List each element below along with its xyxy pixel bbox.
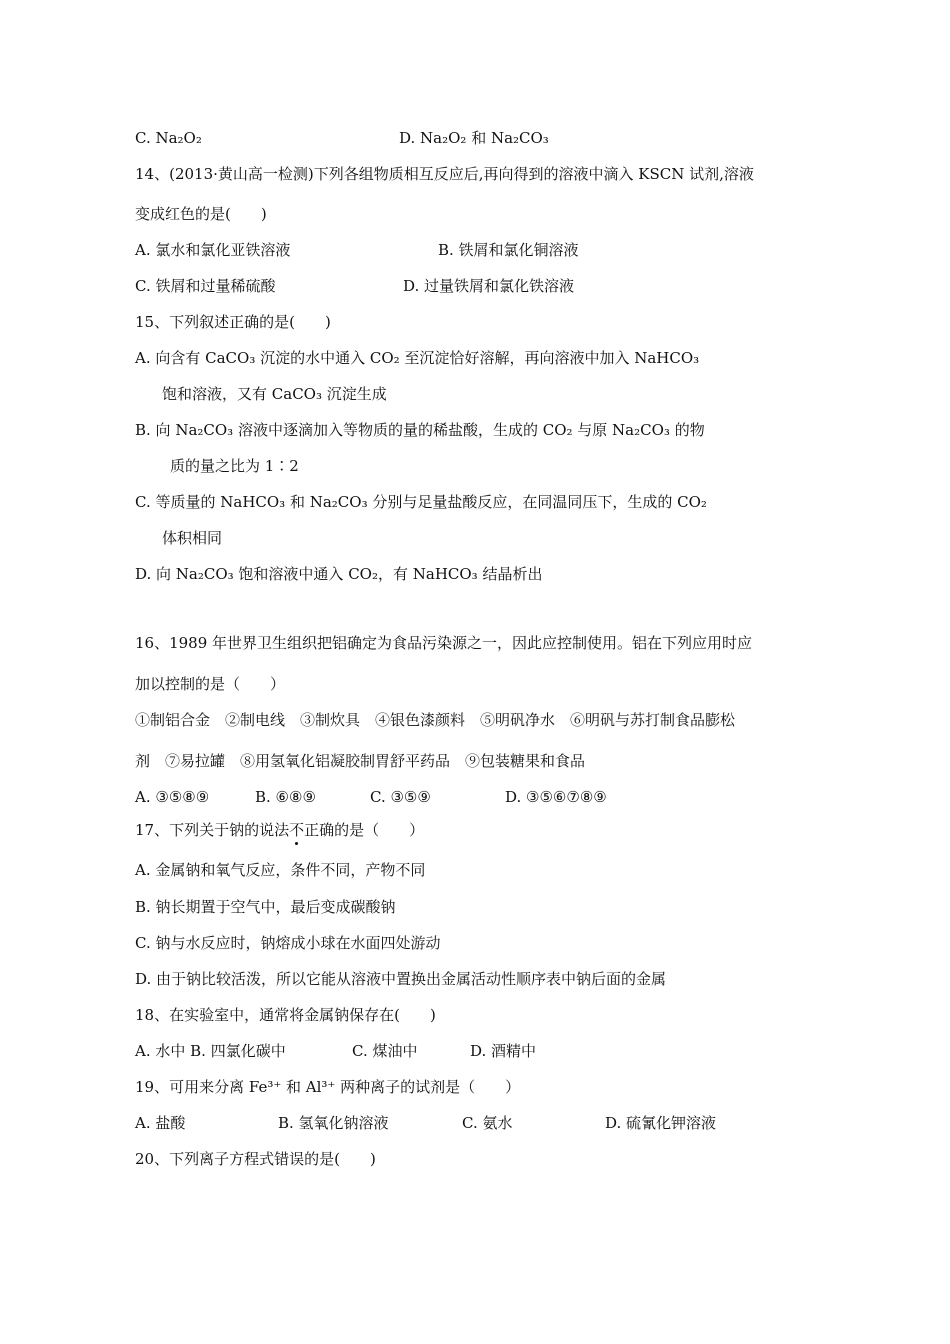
q19-option-c: C. 氨水	[462, 1114, 513, 1132]
q16-option-a: A. ③⑤⑧⑨	[135, 788, 210, 806]
q14-option-a: A. 氯水和氯化亚铁溶液	[135, 241, 291, 259]
q13-option-d: D. Na₂O₂ 和 Na₂CO₃	[399, 129, 549, 147]
q19-option-b: B. 氢氧化钠溶液	[278, 1114, 389, 1132]
q18-option-ab: A. 水中 B. 四氯化碳中	[135, 1042, 286, 1060]
q14-option-c: C. 铁屑和过量稀硫酸	[135, 277, 276, 295]
q16-option-d: D. ③⑤⑥⑦⑧⑨	[505, 788, 607, 806]
emphasis-dot: 不	[289, 821, 305, 839]
q19-option-a: A. 盐酸	[135, 1114, 186, 1132]
q18-option-c: C. 煤油中	[352, 1042, 418, 1060]
q16-option-c: C. ③⑤⑨	[370, 788, 431, 806]
document-page: C. Na₂O₂ D. Na₂O₂ 和 Na₂CO₃ 14、(2013·黄山高一检测)下列各组物质相互反应后,再向得到的溶液中滴入 KSCN 试剂,溶液 变成红色的是( ) A. 氯水和氯化亚铁溶液 B. 铁屑和氯化铜溶液 C. 铁屑和过量稀硫酸 D. 过量铁屑和氯化铁溶液 15、下列叙述正确的是( ) A. 向含有 CaCO₃ 沉淀的水中通入 CO₂ 至沉淀恰好溶解，再向溶液中加入 NaHCO₃ 饱和溶液，又有 CaCO₃ 沉淀生成 B. 向 Na₂CO₃ 溶液中逐滴加入等物质的量的稀盐酸，生成的 CO₂ 与原 Na₂CO₃ 的物 质的量之比为 1∶2 C. 等质量的 NaHCO₃ 和 Na₂CO₃ 分别与足量盐酸反应，在同温同压下，生成的 CO₂ 体积相同 D. 向 Na₂CO₃ 饱和溶液中通入 CO₂，有 NaHCO₃ 结晶析出 16、1989 年世界卫生组织把铝确定为食品污染源之一，因此应控制使用。铝在下列应用时应 加以控制的是（ ） ①制铝合金 ②制电线 ③制炊具 ④银色漆颜料 ⑤明矾净水 ⑥明矾与苏打制食品膨松 剂 ⑦易拉罐 ⑧用氢氧化铝凝胶制胃舒平药品 ⑨包装糖果和食品 A. ③⑤⑧⑨ B. ⑥⑧⑨ C. ③⑤⑨ D. ③⑤⑥⑦⑧⑨ 17、下列关于钠的说法不正确的是（ ） A. 金属钠和氧气反应，条件不同，产物不同 B. 钠长期置于空气中，最后变成碳酸钠 C. 钠与水反应时，钠熔成小球在水面四处游动 D. 由于钠比较活泼，所以它能从溶液中置换出金属活动性顺序表中钠后面的金属 18、在实验室中，通常将金属钠保存在( ) A. 水中 B. 四氯化碳中 C. 煤油中 D. 酒精中 19、可用来分离 Fe³⁺ 和 Al³⁺ 两种离子的试剂是（ ） A. 盐酸 B. 氢氧化钠溶液 C. 氨水 D. 硫氰化钾溶液 20、下列离子方程式错误的是( )	[135, 129, 754, 1168]
q14-option-d: D. 过量铁屑和氯化铁溶液	[403, 277, 575, 295]
q13-option-c: C. Na₂O₂	[135, 129, 202, 147]
q16-option-b: B. ⑥⑧⑨	[255, 788, 316, 806]
q19-option-d: D. 硫氰化钾溶液	[605, 1114, 717, 1132]
q14-option-b: B. 铁屑和氯化铜溶液	[438, 241, 579, 259]
q18-option-d: D. 酒精中	[470, 1042, 537, 1060]
